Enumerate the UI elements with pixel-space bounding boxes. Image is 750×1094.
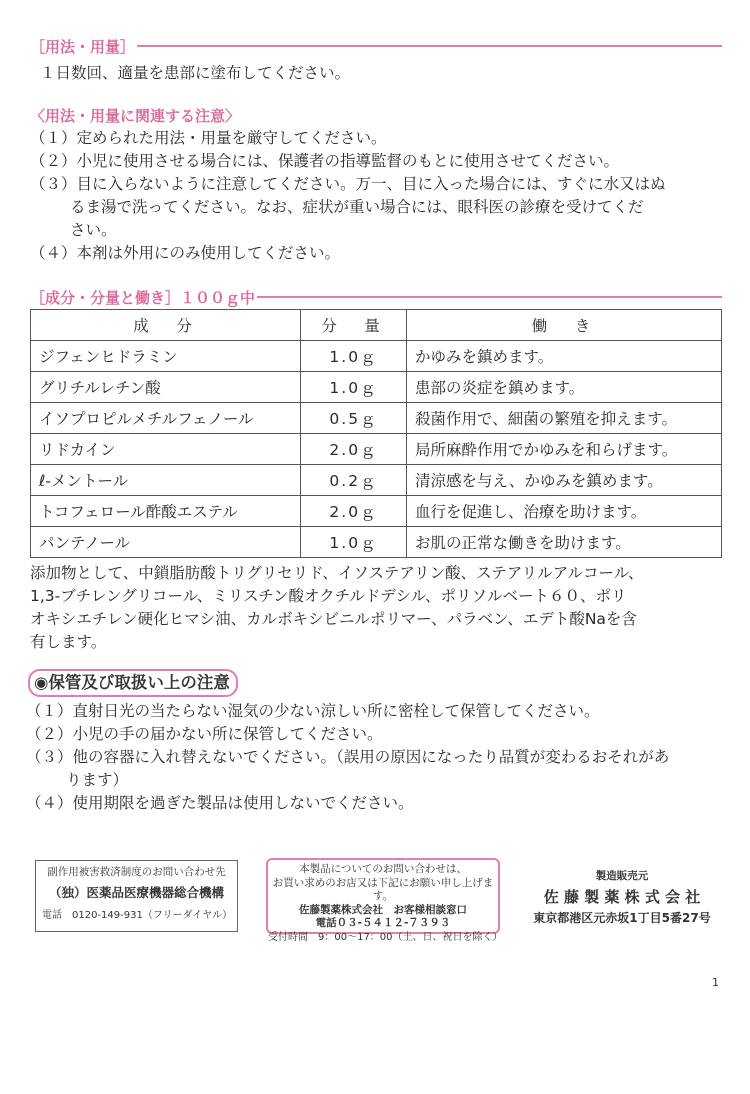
precaution-item: （３）目に入らないように注意してください。万一、目に入った場合には、すぐに水又はぬ [30,175,666,193]
table-row [31,527,722,558]
relief-org: （独）医薬品医療機器総合機構 [48,884,224,900]
ingredient-name: ジフェンヒドラミン [31,341,301,372]
manufacturer-block [522,868,722,926]
ingredient-amount: 1.0ｇ [301,372,407,403]
additives-line: オキシエチレン硬化ヒマシ油、カルボキシビニルポリマー、パラベン、エデト酸Naを含 [30,610,637,628]
contact-line1: 本製品についてのお問い合わせは、 [299,863,467,875]
precautions-heading: 〈用法・用量に関連する注意〉 [30,107,241,125]
column-header-ingredient: 成 分 [31,310,301,341]
storage-heading: ◉保管及び取扱い上の注意 [28,669,238,697]
table-row [31,372,722,403]
ingredient-amount: 0.5ｇ [301,403,407,434]
contact-line2: お買い求めのお店又は下記にお願い申し上げます。 [272,876,494,902]
storage-item: （３）他の容器に入れ替えないでください。（誤用の原因になったり品質が変わるおそれがあ [26,748,670,766]
ingredient-name: イソプロピルメチルフェノール [31,403,301,434]
ingredient-name: ℓ-メントール [31,465,301,496]
table-row [31,434,722,465]
contact-phone: 電話０３-５４１２-７３９３ [315,917,451,929]
usage-section-header [30,35,722,57]
contact-hours: 受付時間 9：00～17：00（土、日、祝日を除く） [268,931,503,943]
ingredient-name: トコフェロール酢酸エステル [31,496,301,527]
precaution-item-continued: るま湯で洗ってください。なお、症状が重い場合には、眼科医の診療を受けてくだ [70,198,644,216]
ingredient-action: かゆみを鎮めます。 [407,341,722,372]
storage-item: （４）使用期限を過ぎた製品は使用しないでください。 [26,794,414,812]
section-divider [257,296,722,298]
table-row [31,403,722,434]
table-row [31,496,722,527]
precaution-item: （１）定められた用法・用量を厳守してください。 [30,129,387,147]
table-header-row [31,310,722,341]
page-number: 1 [712,976,719,989]
ingredient-amount: 2.0ｇ [301,434,407,465]
maker-name: 佐 藤 製 薬 株 式 会 社 [543,888,701,906]
ingredient-action: 殺菌作用で、細菌の繁殖を抑えます。 [407,403,722,434]
ingredient-action: 局所麻酔作用でかゆみを和らげます。 [407,434,722,465]
ingredients-section-header [30,286,722,308]
ingredient-amount: 1.0ｇ [301,341,407,372]
additives-line: 1,3-ブチレングリコール、ミリスチン酸オクチルドデシル、ポリソルベート６０、ポリ [30,587,627,605]
ingredients-table [30,309,722,558]
relief-phone: 電話 0120-149-931（フリーダイヤル） [42,909,233,921]
usage-heading: ［用法・用量］ [30,37,136,56]
ingredient-action: お肌の正常な働きを助けます。 [407,527,722,558]
precaution-item: （２）小児に使用させる場合には、保護者の指導監督のもとに使用させてください。 [30,152,620,170]
storage-item-continued: ります） [66,771,129,789]
ingredient-name: パンテノール [31,527,301,558]
maker-address: 東京都港区元赤坂1丁目5番27号 [533,911,711,925]
ingredient-amount: 2.0ｇ [301,496,407,527]
additives-line: 添加物として、中鎖脂肪酸トリグリセリド、イソステアリン酸、ステアリルアルコール、 [30,564,644,582]
ingredient-action: 患部の炎症を鎮めます。 [407,372,722,403]
ingredients-heading: ［成分・分量と働き］１００ｇ中 [30,288,256,307]
relief-system-box [35,860,238,932]
ingredient-amount: 1.0ｇ [301,527,407,558]
ingredient-name: グリチルレチン酸 [31,372,301,403]
storage-item: （２）小児の手の届かない所に保管してください。 [26,725,383,743]
column-header-amount: 分 量 [301,310,407,341]
storage-item: （１）直射日光の当たらない湿気の少ない涼しい所に密栓して保管してください。 [26,702,600,720]
maker-label: 製造販売元 [595,870,649,882]
precaution-item-continued: さい。 [70,221,117,239]
table-row [31,341,722,372]
column-header-action: 働 き [407,310,722,341]
precaution-item: （４）本剤は外用にのみ使用してください。 [30,244,341,262]
ingredient-action: 清涼感を与え、かゆみを鎮めます。 [407,465,722,496]
ingredient-action: 血行を促進し、治療を助けます。 [407,496,722,527]
ingredient-name: リドカイン [31,434,301,465]
relief-line1: 副作用被害救済制度のお問い合わせ先 [47,866,226,878]
additives-line: 有します。 [30,633,107,651]
table-row [31,465,722,496]
customer-contact-box [266,858,503,943]
usage-text: １日数回、適量を患部に塗布してください。 [40,64,351,82]
section-divider [137,45,722,47]
ingredient-amount: 0.2ｇ [301,465,407,496]
contact-line3: 佐藤製薬株式会社 お客様相談窓口 [299,903,467,916]
